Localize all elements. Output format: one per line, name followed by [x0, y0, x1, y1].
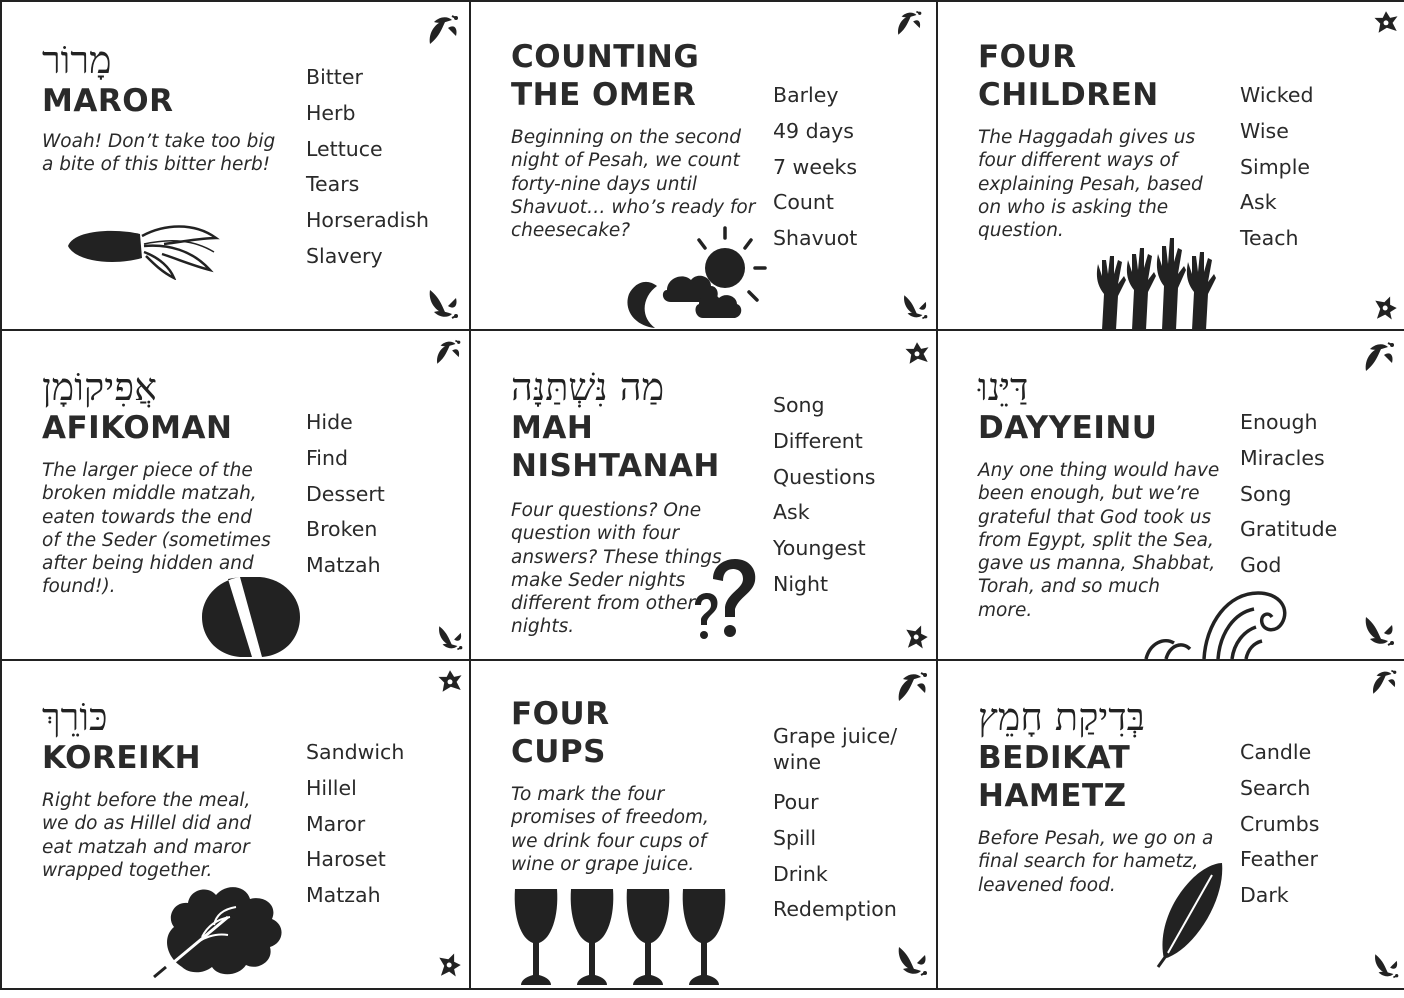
card-description: Right before the meal, we do as Hillel did and eat matzah and maror wrapped together. [42, 790, 252, 881]
card-title: FOUR CUPS [511, 696, 610, 770]
card-hebrew: בְּדִיקַת חָמֵץ [978, 695, 1145, 739]
card-description: Beginning on the second night of Pesah, we count forty-nine days until Shavuot… who’s ready for cheesecake? [511, 127, 756, 242]
word-item: Song [1240, 481, 1292, 506]
word-item: Miracles [1240, 445, 1325, 470]
card-hebrew: מַה נִּשְׁתַּנָּה [511, 365, 665, 409]
floral-ornament-icon [426, 286, 460, 320]
word-item: Herb [306, 100, 356, 125]
card-koreikh [2, 661, 469, 988]
word-item: Drink [773, 861, 828, 886]
floral-ornament-icon [426, 14, 460, 48]
word-item: Lettuce [306, 136, 383, 161]
card-word-list [773, 78, 857, 257]
word-item: Candle [1240, 740, 1312, 764]
word-item: Redemption [773, 897, 897, 922]
word-item: Sandwich [306, 740, 405, 764]
question-marks-icon [693, 557, 757, 653]
card-mah-nishtanah [471, 331, 936, 659]
card-description: Woah! Don’t take too big a bite of this bitter herb! [42, 131, 276, 176]
word-item: Ask [773, 500, 810, 525]
word-item: Barley [773, 83, 839, 107]
card-description: Before Pesah, we go on a final search for hametz, leavened food. [978, 828, 1214, 896]
card-title: MAH NISHTANAH [511, 410, 720, 484]
card-title: FOUR CHILDREN [978, 39, 1159, 113]
word-item: Matzah [306, 553, 381, 578]
wine-cups-icon [513, 887, 733, 987]
word-item: 7 weeks [773, 154, 858, 179]
card-description: Four questions? One question with four answers? These things make Seder nights different from other nights. [511, 500, 722, 638]
word-item: Youngest [773, 536, 866, 561]
word-item: Simple [1240, 154, 1310, 179]
card-title: BEDIKAT HAMETZ [978, 740, 1131, 814]
word-item: Tears [306, 172, 360, 197]
card-dayyeinu [938, 331, 1404, 659]
word-item: Feather [1240, 847, 1318, 872]
word-item: Ask [1240, 190, 1277, 215]
card-bedikat-hametz [938, 661, 1404, 988]
card-word-list [306, 405, 385, 584]
word-item: Dessert [306, 481, 385, 506]
floral-ornament-icon [436, 623, 464, 651]
word-item: Bitter [306, 65, 363, 89]
star-ornament-icon [1372, 8, 1400, 36]
card-maror [2, 2, 469, 329]
word-item: Hide [306, 410, 353, 434]
floral-ornament-icon [1362, 341, 1396, 375]
word-item: Dark [1240, 883, 1289, 908]
card-title: AFIKOMAN [42, 410, 233, 446]
word-item: Broken [306, 517, 378, 542]
grid-line-bottom [0, 988, 1404, 990]
floral-ornament-icon [1372, 951, 1400, 979]
floral-ornament-icon [895, 671, 929, 705]
floral-ornament-icon [901, 292, 929, 320]
word-item: Haroset [306, 847, 386, 872]
word-item: 49 days [773, 118, 854, 143]
word-item: Horseradish [306, 208, 430, 233]
card-afikoman [2, 331, 469, 659]
card-word-list [1240, 78, 1314, 257]
word-item: Enough [1240, 410, 1318, 434]
floral-ornament-icon [895, 943, 929, 977]
card-word-list [1240, 735, 1319, 914]
wave-icon [1144, 587, 1290, 659]
word-item: Search [1240, 775, 1311, 800]
card-counting-the-omer [471, 2, 936, 329]
word-item: God [1240, 553, 1282, 578]
card-description: The Haggadah gives us four different ways of explaining Pesah, based on who is asking the question. [978, 127, 1203, 242]
word-item: Shavuot [773, 226, 858, 251]
word-item: Wise [1240, 118, 1289, 143]
word-item: Maror [306, 811, 366, 836]
word-item: Count [773, 190, 834, 215]
floral-ornament-icon [1370, 669, 1398, 697]
word-item: Spill [773, 825, 817, 850]
card-word-list [773, 723, 897, 928]
star-ornament-icon [1372, 294, 1400, 322]
card-word-list [773, 388, 875, 603]
raised-hands-icon [1092, 234, 1222, 329]
word-item: Gratitude [1240, 517, 1338, 542]
card-hebrew: דַּיֵּנוּ [978, 365, 1029, 409]
word-item: Pour [773, 790, 819, 814]
word-item: Matzah [306, 883, 381, 908]
card-description: The larger piece of the broken middle matzah, eaten towards the end of the Seder (sometimes after being hidden and found!). [42, 460, 271, 598]
word-item: Night [773, 571, 829, 596]
card-hebrew: אֲפִיקוֹמָן [42, 365, 157, 409]
card-title: DAYYEINU [978, 410, 1158, 446]
word-item: Crumbs [1240, 811, 1320, 836]
sun-moon-clouds-icon [621, 224, 773, 329]
word-item: Grape juice/ wine [773, 724, 898, 774]
star-ornament-icon [436, 951, 464, 979]
feather-icon [1156, 861, 1226, 969]
word-item: Different [773, 428, 863, 453]
horseradish-icon [64, 216, 224, 280]
word-item: Slavery [306, 243, 383, 268]
word-item: Teach [1240, 226, 1299, 251]
word-item: Song [773, 393, 825, 417]
card-title: KOREIKH [42, 740, 202, 776]
card-title: COUNTING THE OMER [511, 39, 700, 113]
word-item: Hillel [306, 775, 357, 800]
card-four-children [938, 2, 1404, 329]
card-description: Any one thing would have been enough, but we’re grateful that God took us from Egypt, split the Sea, gave us manna, Shabbat, Torah, and so much more. [978, 460, 1220, 621]
card-hebrew: מָרוֹר [42, 38, 112, 82]
card-description: To mark the four promises of freedom, we drink four cups of wine or grape juice. [511, 784, 709, 875]
card-word-list [306, 60, 429, 275]
floral-ornament-icon [434, 339, 462, 367]
card-four-cups [471, 661, 936, 988]
floral-ornament-icon [895, 10, 923, 38]
broken-matzah-icon [200, 575, 304, 659]
card-word-list [306, 735, 404, 914]
word-item: Questions [773, 464, 876, 489]
star-ornament-icon [436, 667, 464, 695]
card-hebrew: כּוֹרֵךְ [42, 695, 108, 739]
word-item: Wicked [1240, 83, 1314, 107]
card-title: MAROR [42, 83, 174, 119]
lettuce-icon [152, 877, 292, 979]
star-ornament-icon [903, 339, 931, 367]
word-item: Find [306, 445, 349, 470]
floral-ornament-icon [1362, 613, 1396, 647]
card-word-list [1240, 405, 1337, 584]
star-ornament-icon [903, 623, 931, 651]
